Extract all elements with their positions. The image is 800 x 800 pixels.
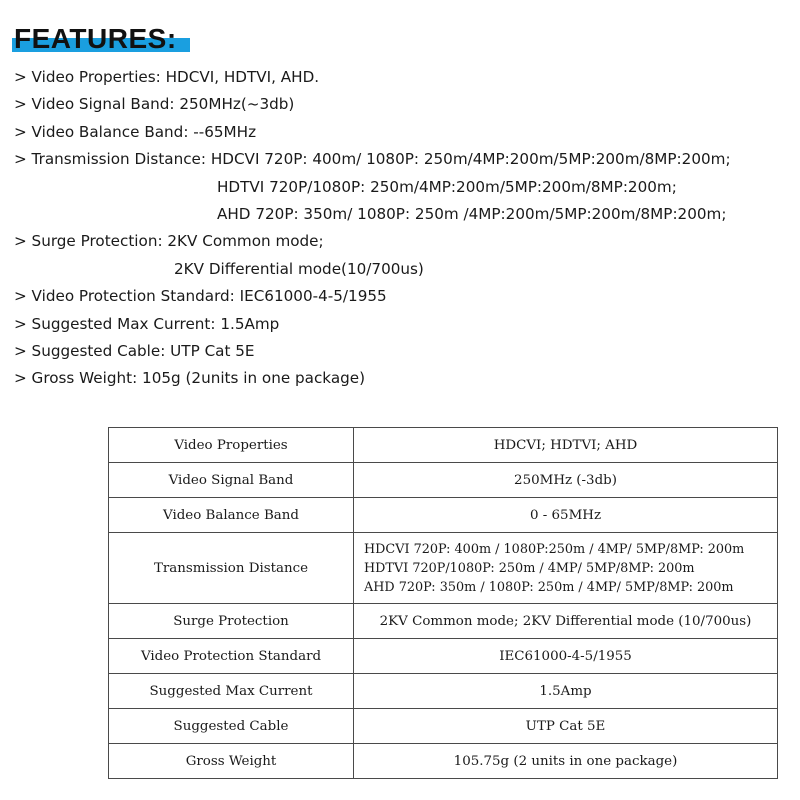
table-label-cell: Transmission Distance — [109, 533, 354, 604]
transmission-hdcvi-line: HDCVI 720P: 400m / 1080P:250m / 4MP/ 5MP/8MP: 200m — [364, 541, 745, 557]
table-value-cell: UTP Cat 5E — [354, 709, 778, 744]
table-value-cell: 2KV Common mode; 2KV Differential mode (10/700us) — [354, 604, 778, 639]
table-row — [109, 604, 778, 639]
heading-title: FEATURES: — [14, 23, 177, 54]
table-label-cell: Suggested Cable — [109, 709, 354, 744]
feature-suggested-max-current: > Suggested Max Current: 1.5Amp — [14, 314, 280, 333]
table-row — [109, 709, 778, 744]
table-row — [109, 744, 778, 779]
features-heading — [14, 24, 177, 58]
table-value-cell: 105.75g (2 units in one package) — [354, 744, 778, 779]
feature-gross-weight: > Gross Weight: 105g (2units in one package) — [14, 369, 366, 388]
table-row — [109, 639, 778, 674]
table-row — [109, 463, 778, 498]
table-value-cell-multiline — [354, 533, 778, 604]
table-row — [109, 533, 778, 604]
feature-transmission-hdtvi: HDTVI 720P/1080P: 250m/4MP:200m/5MP:200m/8MP:200m; — [217, 177, 677, 196]
feature-suggested-cable: > Suggested Cable: UTP Cat 5E — [14, 342, 255, 361]
table-value-cell: HDCVI; HDTVI; AHD — [354, 428, 778, 463]
feature-video-signal-band: > Video Signal Band: 250MHz(~3db) — [14, 95, 295, 114]
feature-surge-protection-cont: 2KV Differential mode(10/700us) — [174, 259, 424, 278]
table-label-cell: Gross Weight — [109, 744, 354, 779]
table-row — [109, 498, 778, 533]
table-label-cell: Video Properties — [109, 428, 354, 463]
table-row — [109, 674, 778, 709]
feature-video-balance-band: > Video Balance Band: --65MHz — [14, 122, 257, 141]
feature-video-properties: > Video Properties: HDCVI, HDTVI, AHD. — [14, 68, 320, 86]
table-label-cell: Surge Protection — [109, 604, 354, 639]
table-value-cell: 250MHz (-3db) — [354, 463, 778, 498]
table-row — [109, 428, 778, 463]
table-label-cell: Video Signal Band — [109, 463, 354, 498]
table-value-cell: IEC61000-4-5/1955 — [354, 639, 778, 674]
spec-table — [108, 427, 778, 779]
feature-transmission-distance: > Transmission Distance: HDCVI 720P: 400m/ 1080P: 250m/4MP:200m/5MP:200m/8MP:200m; — [14, 150, 731, 169]
feature-surge-protection: > Surge Protection: 2KV Common mode; — [14, 232, 324, 251]
feature-transmission-ahd: AHD 720P: 350m/ 1080P: 250m /4MP:200m/5MP:200m/8MP:200m; — [217, 205, 727, 224]
table-label-cell: Video Protection Standard — [109, 639, 354, 674]
feature-video-protection-standard: > Video Protection Standard: IEC61000-4-5/1955 — [14, 287, 387, 306]
transmission-hdtvi-line: HDTVI 720P/1080P: 250m / 4MP/ 5MP/8MP: 200m — [364, 560, 695, 576]
table-label-cell: Video Balance Band — [109, 498, 354, 533]
table-value-cell: 0 - 65MHz — [354, 498, 778, 533]
table-label-cell: Suggested Max Current — [109, 674, 354, 709]
features-list — [14, 64, 794, 393]
table-value-cell: 1.5Amp — [354, 674, 778, 709]
transmission-ahd-line: AHD 720P: 350m / 1080P: 250m / 4MP/ 5MP/8MP: 200m — [364, 579, 734, 595]
